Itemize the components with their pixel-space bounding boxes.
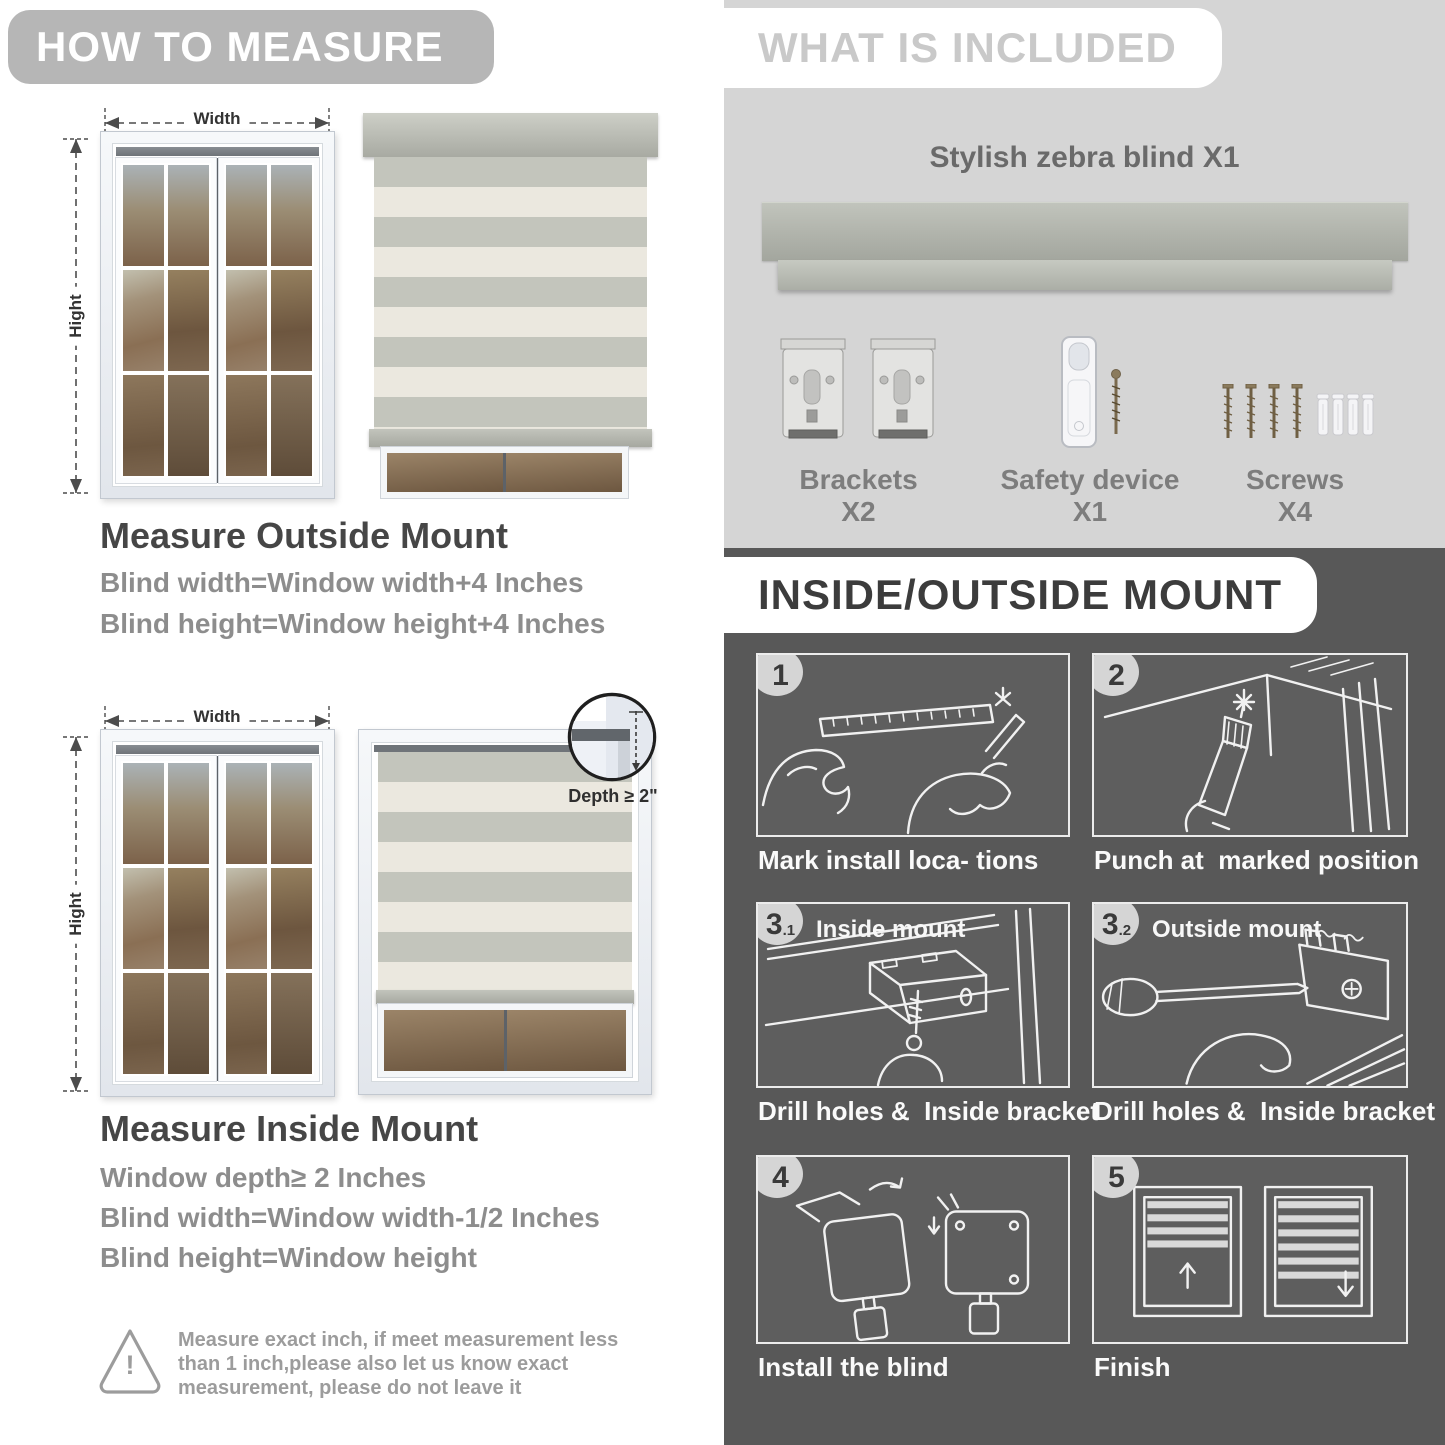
- window-pane: [168, 375, 209, 476]
- how-to-measure-header: HOW TO MEASURE: [8, 10, 494, 84]
- warning-text: [178, 1328, 648, 1400]
- step-number: 4: [772, 1160, 789, 1194]
- blind-headrail-image: [762, 202, 1408, 261]
- width-label: Width: [184, 707, 249, 727]
- step-2-illustration: [1094, 655, 1406, 835]
- screws-image: [1222, 384, 1374, 446]
- step-4-caption: Install the blind: [758, 1352, 949, 1382]
- step-number: 3: [765, 907, 783, 941]
- window-sash-right: [219, 756, 319, 1081]
- warning-line: Measure exact inch, if meet measurement less: [178, 1329, 619, 1351]
- depth-magnifier-icon: [566, 691, 658, 783]
- window-pane: [226, 375, 267, 476]
- window-pane: [271, 375, 312, 476]
- window-pane: [271, 763, 312, 864]
- step-5-caption: Finish: [1094, 1352, 1171, 1382]
- inside-formula-width: Blind width=Window width-1/2 Inches: [100, 1202, 600, 1233]
- window-pane: [123, 868, 164, 969]
- blind-fabric: [374, 157, 647, 429]
- step-4-illustration: [758, 1157, 1068, 1342]
- window-pane: [384, 1010, 504, 1071]
- inside-outside-mount-header: [700, 557, 1317, 633]
- window-pane: [271, 973, 312, 1074]
- step-3-1-title: Inside mount: [816, 916, 966, 943]
- depth-label: Depth ≥ 2": [568, 786, 658, 806]
- blind-cassette: [363, 113, 658, 157]
- measure-inside-mount-title: Measure Inside Mount: [100, 1108, 479, 1149]
- width-label: Width: [184, 109, 249, 129]
- step-number: 2: [1108, 658, 1125, 692]
- what-is-included-title: WHAT IS INCLUDED: [758, 24, 1177, 71]
- step-2-caption: Punch at marked position: [1094, 845, 1420, 875]
- height-arrow-outside: [63, 135, 89, 497]
- step-panel-5: [1092, 1155, 1408, 1344]
- window-pane: [123, 270, 164, 371]
- window-illustration-outside: [100, 131, 335, 499]
- window-pane: [123, 375, 164, 476]
- step-3-2-caption: Drill holes & Inside bracket: [1094, 1096, 1435, 1126]
- window-pane: [168, 763, 209, 864]
- window-top-track: [116, 745, 319, 754]
- magnifier-circle-icon: [566, 691, 658, 783]
- warning-triangle-icon: [96, 1324, 164, 1398]
- warning-exclamation: !: [125, 1350, 135, 1380]
- window-pane: [507, 1010, 627, 1071]
- window-pane: [226, 973, 267, 1074]
- window-illustration-inside: [100, 729, 335, 1097]
- outside-formula-width: Blind width=Window width+4 Inches: [100, 567, 584, 598]
- step-number: 5: [1108, 1160, 1125, 1194]
- height-label: Hight: [61, 884, 91, 943]
- screws-label: Screws X4: [1245, 464, 1345, 527]
- warning-line: measurement, please do not leave it: [178, 1377, 522, 1399]
- outside-formula-height: Blind height=Window height+4 Inches: [100, 608, 606, 639]
- window-pane: [271, 270, 312, 371]
- what-is-included-header: [700, 8, 1222, 88]
- step-3-1-caption: Drill holes & Inside bracket: [758, 1096, 1099, 1126]
- window-pane: [123, 763, 164, 864]
- window-sash-left: [116, 756, 216, 1081]
- window-pane: [123, 973, 164, 1074]
- safety-device-label: Safety device X1: [1000, 464, 1180, 527]
- window-pane: [506, 453, 622, 492]
- inside-formula-depth: Window depth≥ 2 Inches: [100, 1162, 427, 1193]
- window-sash-right: [219, 158, 319, 483]
- window-sashes: [116, 756, 319, 1081]
- warning-line: than 1 inch,please also let us know exact: [178, 1353, 569, 1375]
- window-below-blind: [381, 447, 628, 498]
- step-number-sub: .1: [782, 922, 796, 939]
- window-top-track: [116, 147, 319, 156]
- window-pane: [271, 165, 312, 266]
- blind-bottom-rail: [369, 429, 652, 447]
- step-number-sub: .2: [1118, 922, 1132, 939]
- step-panel-4: [756, 1155, 1070, 1344]
- product-label: Stylish zebra blind X1: [929, 141, 1240, 174]
- height-arrow-inside: [63, 733, 89, 1095]
- blind-bottom-rail: [376, 990, 634, 1004]
- step-3-2-title: Outside mount: [1152, 916, 1322, 943]
- safety-device-image: [1056, 334, 1134, 452]
- window-pane: [123, 165, 164, 266]
- zebra-blind-outside-illustration: [363, 113, 658, 498]
- step-1-illustration: [758, 655, 1068, 835]
- step-panel-1: [756, 653, 1070, 837]
- blind-headrail-lower: [778, 260, 1392, 290]
- window-below-blind: [378, 1004, 632, 1077]
- window-pane: [387, 453, 503, 492]
- window-sashes: [116, 158, 319, 483]
- window-inner: [112, 741, 323, 1085]
- step-panel-2: [1092, 653, 1408, 837]
- brackets-label: Brackets X2: [799, 464, 918, 527]
- inside-outside-mount-title: INSIDE/OUTSIDE MOUNT: [758, 571, 1283, 618]
- inside-formula-height: Blind height=Window height: [100, 1242, 477, 1273]
- window-pane: [168, 973, 209, 1074]
- window-pane: [226, 763, 267, 864]
- step-1-caption: Mark install loca- tions: [758, 845, 1039, 875]
- measure-outside-mount-title: Measure Outside Mount: [100, 515, 509, 556]
- brackets-image: [780, 338, 936, 448]
- step-panel-3-1: [756, 902, 1070, 1088]
- window-pane: [226, 868, 267, 969]
- height-label: Hight: [61, 286, 91, 345]
- window-pane: [226, 165, 267, 266]
- step-5-illustration: [1094, 1157, 1406, 1342]
- window-pane: [168, 868, 209, 969]
- window-pane: [168, 270, 209, 371]
- window-sash-left: [116, 158, 216, 483]
- step-panel-3-2: [1092, 902, 1408, 1088]
- window-inner: [112, 143, 323, 487]
- window-pane: [271, 868, 312, 969]
- zebra-blind-inside-illustration: [358, 729, 652, 1095]
- step-number: 3: [1101, 907, 1119, 941]
- window-pane: [168, 165, 209, 266]
- step-number: 1: [772, 658, 789, 692]
- window-pane: [226, 270, 267, 371]
